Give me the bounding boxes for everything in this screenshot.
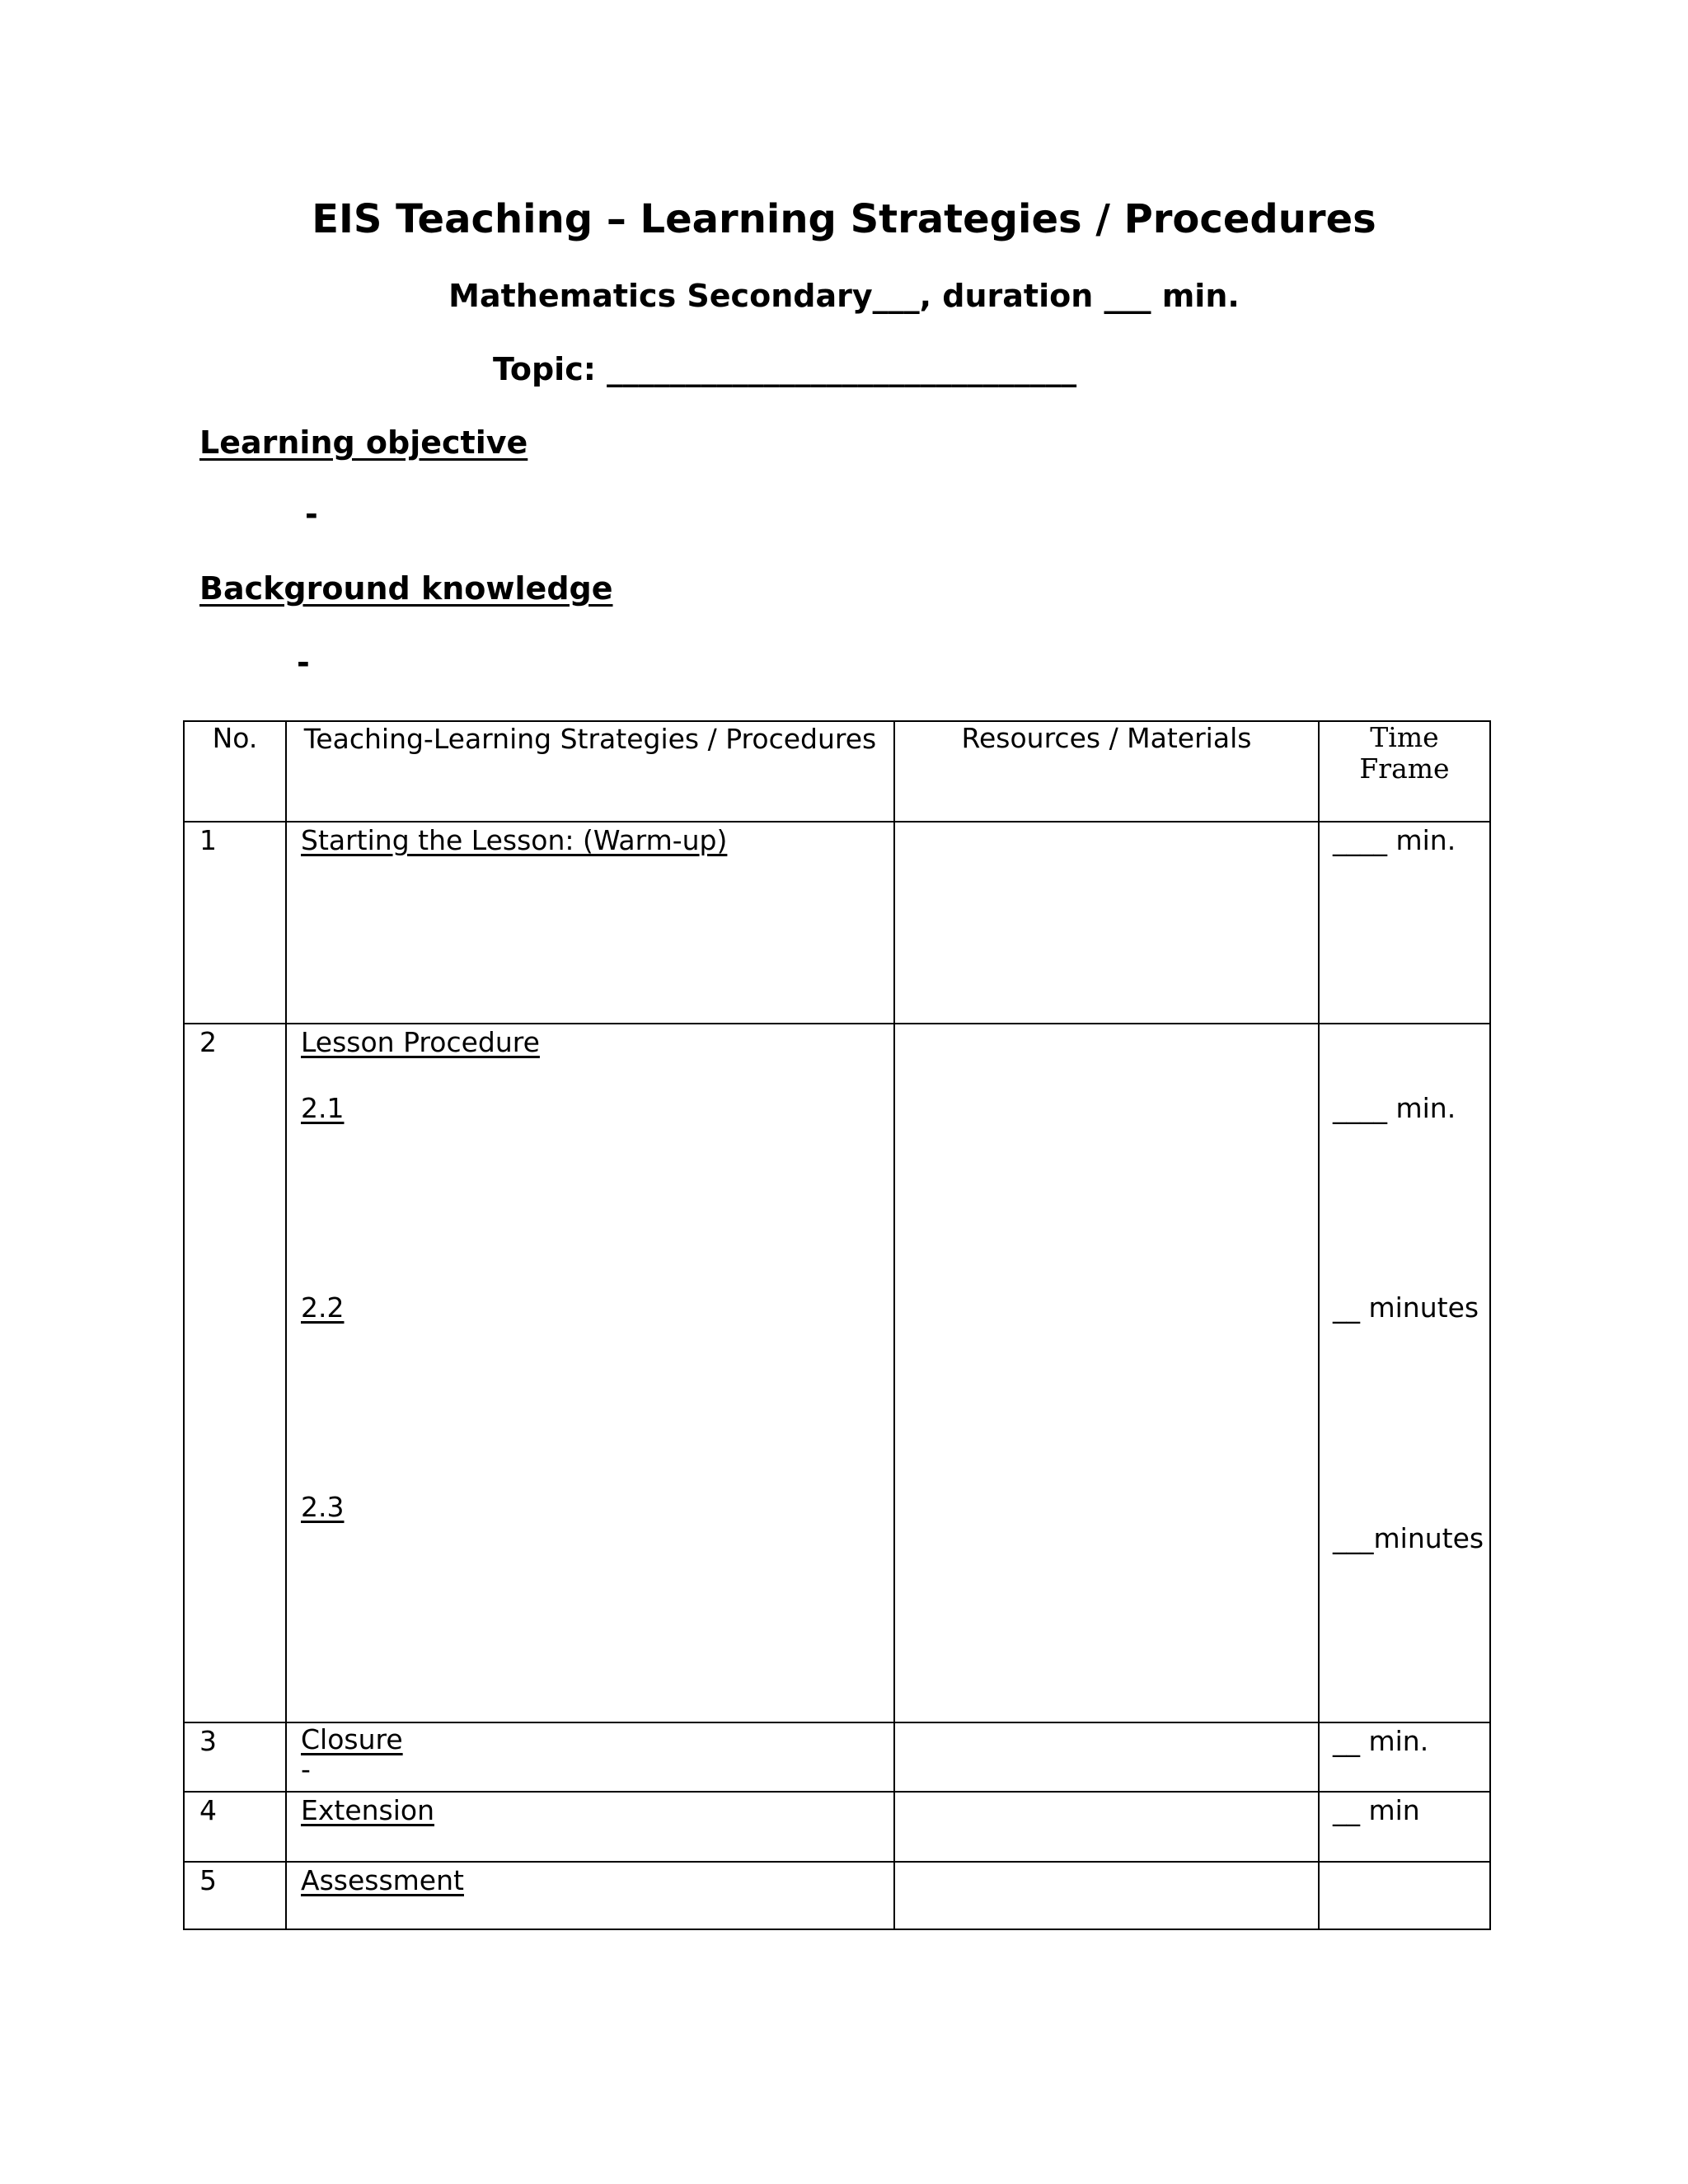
strategy-cell xyxy=(286,1722,894,1792)
learning-objective-item: - xyxy=(305,496,318,532)
time-2-1: ____ min. xyxy=(1333,1092,1456,1124)
table-row xyxy=(184,1722,1490,1792)
table-header-row xyxy=(184,721,1490,822)
table-row xyxy=(184,1024,1490,1722)
sub-step-2-1: 2.1 xyxy=(301,1092,345,1124)
strategy-cell xyxy=(286,1024,894,1722)
header-strategies: Teaching-Learning Strategies / Procedures xyxy=(286,721,894,822)
time-cell: __ min. xyxy=(1319,1722,1490,1792)
time-2-2: __ minutes xyxy=(1333,1291,1479,1324)
lesson-procedure-label: Lesson Procedure xyxy=(301,1026,540,1058)
row-number: 5 xyxy=(184,1862,286,1929)
table-row xyxy=(184,1792,1490,1862)
sub-step-2-3: 2.3 xyxy=(301,1491,345,1523)
table-row xyxy=(184,822,1490,1024)
header-no: No. xyxy=(184,721,286,822)
resources-cell[interactable] xyxy=(894,1722,1319,1792)
row-number: 1 xyxy=(184,822,286,1024)
learning-objective-heading: Learning objective xyxy=(199,424,528,461)
row-number: 2 xyxy=(184,1024,286,1722)
row-number: 4 xyxy=(184,1792,286,1862)
warmup-label: Starting the Lesson: (Warm-up) xyxy=(301,824,728,856)
sub-step-2-2: 2.2 xyxy=(301,1291,345,1324)
time-cell xyxy=(1319,1862,1490,1929)
extension-label: Extension xyxy=(301,1794,435,1826)
header-resources: Resources / Materials xyxy=(894,721,1319,822)
resources-cell[interactable] xyxy=(894,822,1319,1024)
resources-cell[interactable] xyxy=(894,1024,1319,1722)
resources-cell[interactable] xyxy=(894,1792,1319,1862)
resources-cell[interactable] xyxy=(894,1862,1319,1929)
topic-line: Topic: ______________________________ xyxy=(493,351,1077,387)
header-time-frame xyxy=(1319,721,1490,822)
time-cell: __ min xyxy=(1319,1792,1490,1862)
strategy-cell xyxy=(286,822,894,1024)
header-time-line1: Time xyxy=(1370,721,1439,753)
assessment-label: Assessment xyxy=(301,1864,464,1896)
row-number: 3 xyxy=(184,1722,286,1792)
table-row xyxy=(184,1862,1490,1929)
closure-label: Closure xyxy=(301,1723,403,1755)
time-cell xyxy=(1319,1024,1490,1722)
lesson-plan-table xyxy=(183,720,1491,1930)
time-cell: ____ min. xyxy=(1319,822,1490,1024)
page-title: EIS Teaching – Learning Strategies / Procedures xyxy=(312,196,1376,242)
subject-duration-line: Mathematics Secondary___, duration ___ min. xyxy=(448,278,1240,314)
background-knowledge-heading: Background knowledge xyxy=(199,570,613,607)
time-2-3: ___minutes xyxy=(1333,1522,1484,1554)
background-knowledge-item: - xyxy=(297,644,310,681)
strategy-cell xyxy=(286,1792,894,1862)
closure-item: - xyxy=(301,1753,311,1785)
header-time-line2: Frame xyxy=(1359,752,1450,785)
strategy-cell xyxy=(286,1862,894,1929)
